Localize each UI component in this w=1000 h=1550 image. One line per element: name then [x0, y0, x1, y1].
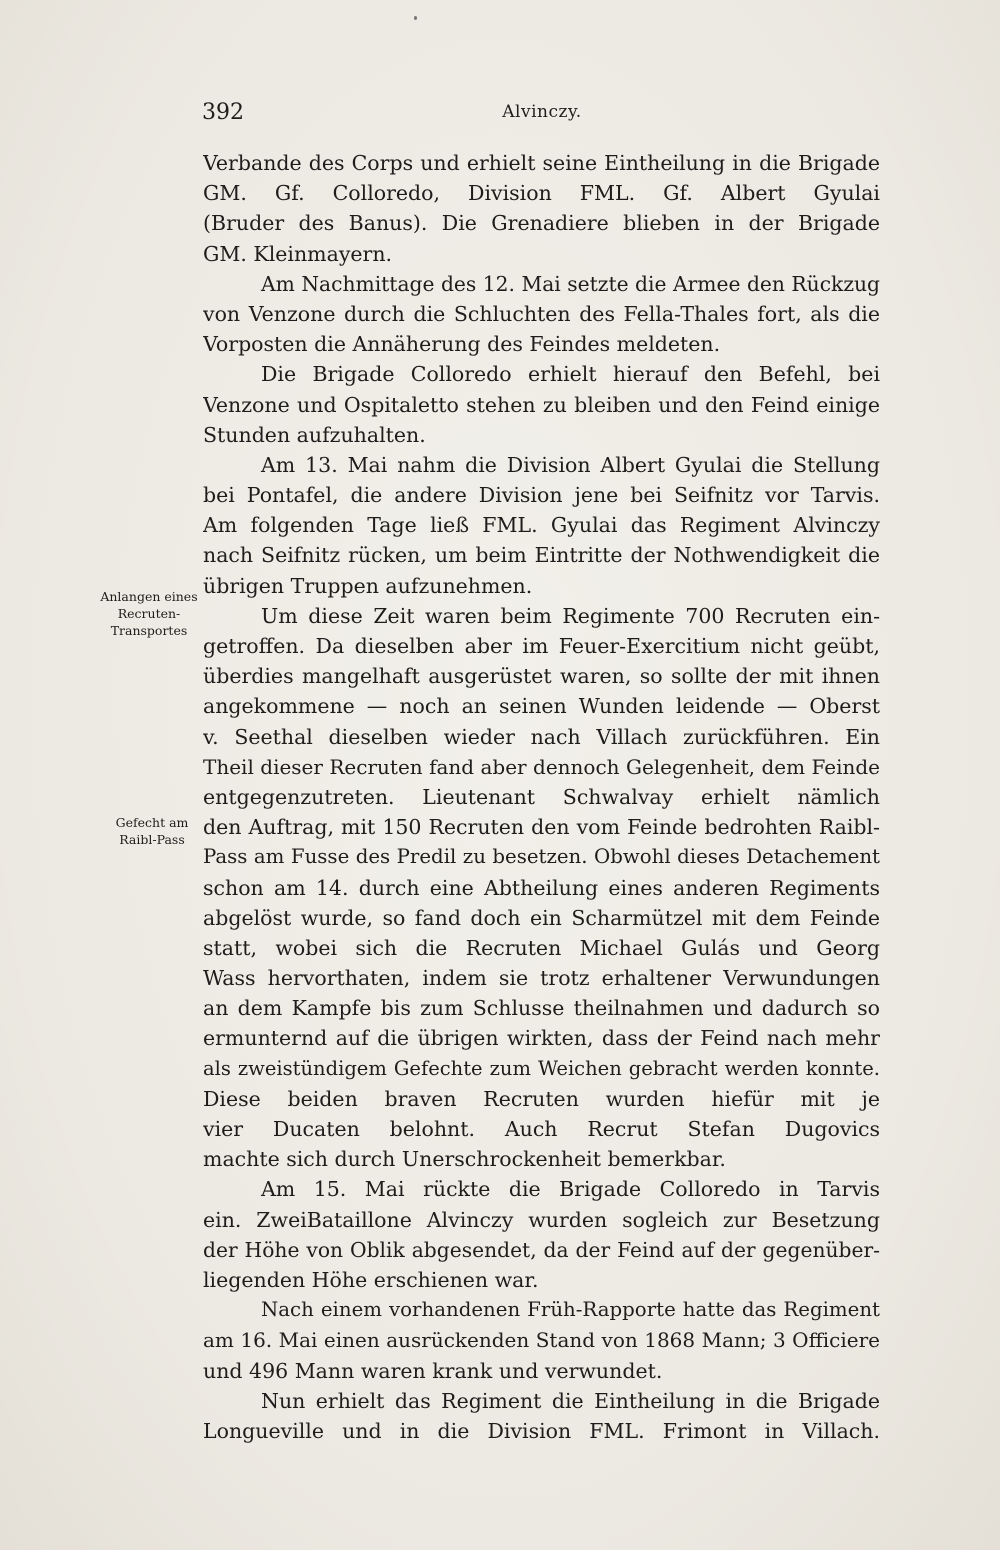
margin-note-recruit-transport: Anlangen eines Recruten-Transportes: [100, 589, 198, 638]
text-line: angekommene — noch an seinen Wunden leidende — Oberst: [203, 694, 880, 719]
page-header: [202, 100, 882, 130]
text-line: Am 13. Mai nahm die Division Albert Gyulai die Stellung: [261, 452, 880, 477]
text-line: Am 15. Mai rückte die Brigade Colloredo in Tarvis: [261, 1177, 880, 1202]
text-line: am 16. Mai einen ausrückenden Stand von 1868 Mann; 3 Officiere: [203, 1328, 880, 1353]
text-line: und 496 Mann waren krank und verwundet.: [203, 1358, 663, 1383]
text-line: als zweistündigem Gefechte zum Weichen gebracht werden konnte.: [203, 1056, 880, 1080]
text-line: statt, wobei sich die Recruten Michael Gulás und Georg: [203, 935, 880, 960]
text-line: Nun erhielt das Regiment die Eintheilung in die Brigade: [261, 1388, 880, 1413]
text-line: abgelöst wurde, so fand doch ein Scharmützel mit dem Feinde: [203, 905, 880, 930]
text-line: bei Pontafel, die andere Division jene bei Seifnitz vor Tarvis.: [203, 483, 880, 508]
text-line: den Auftrag, mit 150 Recruten den vom Feinde bedrohten Raibl-: [203, 815, 880, 840]
text-line: ein. ZweiBataillone Alvinczy wurden sogleich zur Besetzung: [203, 1207, 880, 1232]
text-line: Wass hervorthaten, indem sie trotz erhaltener Verwundungen: [203, 966, 880, 991]
text-line: Theil dieser Recruten fand aber dennoch Gelegenheit, dem Feinde: [203, 754, 880, 779]
text-line: liegenden Höhe erschienen war.: [203, 1267, 539, 1292]
text-line: Vorposten die Annäherung des Feindes meldeten.: [203, 332, 721, 357]
text-line: Verbande des Corps und erhielt seine Eintheilung in die Brigade: [203, 151, 880, 175]
text-line: übrigen Truppen aufzunehmen.: [203, 573, 533, 598]
text-line: Am folgenden Tage ließ FML. Gyulai das Regiment Alvinczy: [203, 513, 880, 538]
text-line: Diese beiden braven Recruten wurden hiefür mit je: [203, 1086, 880, 1111]
text-line: (Bruder des Banus). Die Grenadiere blieben in der Brigade: [203, 211, 880, 236]
print-speck: [414, 16, 417, 20]
text-line: Longueville und in die Division FML. Frimont in Villach.: [203, 1418, 880, 1443]
text-line: Stunden aufzuhalten.: [203, 422, 426, 447]
margin-note-raibl-pass: Gefecht am Raibl-Pass: [115, 815, 189, 847]
text-line: GM. Kleinmayern.: [203, 241, 393, 266]
text-line: getroffen. Da dieselben aber im Feuer-Exercitium nicht geübt,: [203, 634, 880, 658]
text-line: Die Brigade Colloredo erhielt hierauf den Befehl, bei: [261, 362, 880, 387]
text-line: v. Seethal dieselben wieder nach Villach zurückführen. Ein: [203, 724, 880, 749]
text-line: Nach einem vorhandenen Früh-Rapporte hatte das Regiment: [261, 1298, 880, 1322]
text-line: vier Ducaten belohnt. Auch Recrut Stefan Dugovics: [203, 1117, 880, 1141]
text-line: an dem Kampfe bis zum Schlusse theilnahmen und dadurch so: [203, 996, 880, 1021]
text-line: GM. Gf. Colloredo, Division FML. Gf. Albert Gyulai: [203, 181, 880, 206]
text-line: Am Nachmittage des 12. Mai setzte die Armee den Rückzug: [261, 271, 880, 296]
text-line: Pass am Fusse des Predil zu besetzen. Obwohl dieses Detachement: [203, 845, 880, 869]
text-line: entgegenzutreten. Lieutenant Schwalvay erhielt nämlich: [203, 784, 880, 809]
body-text: [203, 148, 880, 1446]
text-line: Um diese Zeit waren beim Regimente 700 Recruten ein-: [261, 603, 880, 628]
text-line: machte sich durch Unerschrockenheit bemerkbar.: [203, 1147, 726, 1172]
text-line: von Venzone durch die Schluchten des Fella-Thales fort, als die: [203, 301, 880, 326]
running-title: Alvinczy.: [502, 102, 582, 122]
text-line: ermunternd auf die übrigen wirkten, dass der Feind nach mehr: [203, 1026, 880, 1051]
text-line: der Höhe von Oblik abgesendet, da der Feind auf der gegenüber-: [203, 1237, 880, 1262]
page-number: 392: [202, 100, 244, 125]
text-line: Venzone und Ospitaletto stehen zu bleiben und den Feind einige: [203, 392, 880, 417]
text-line: schon am 14. durch eine Abtheilung eines anderen Regiments: [203, 875, 880, 900]
text-line: überdies mangelhaft ausgerüstet waren, so sollte der mit ihnen: [203, 664, 880, 689]
text-line: nach Seifnitz rücken, um beim Eintritte der Nothwendigkeit die: [203, 543, 880, 568]
